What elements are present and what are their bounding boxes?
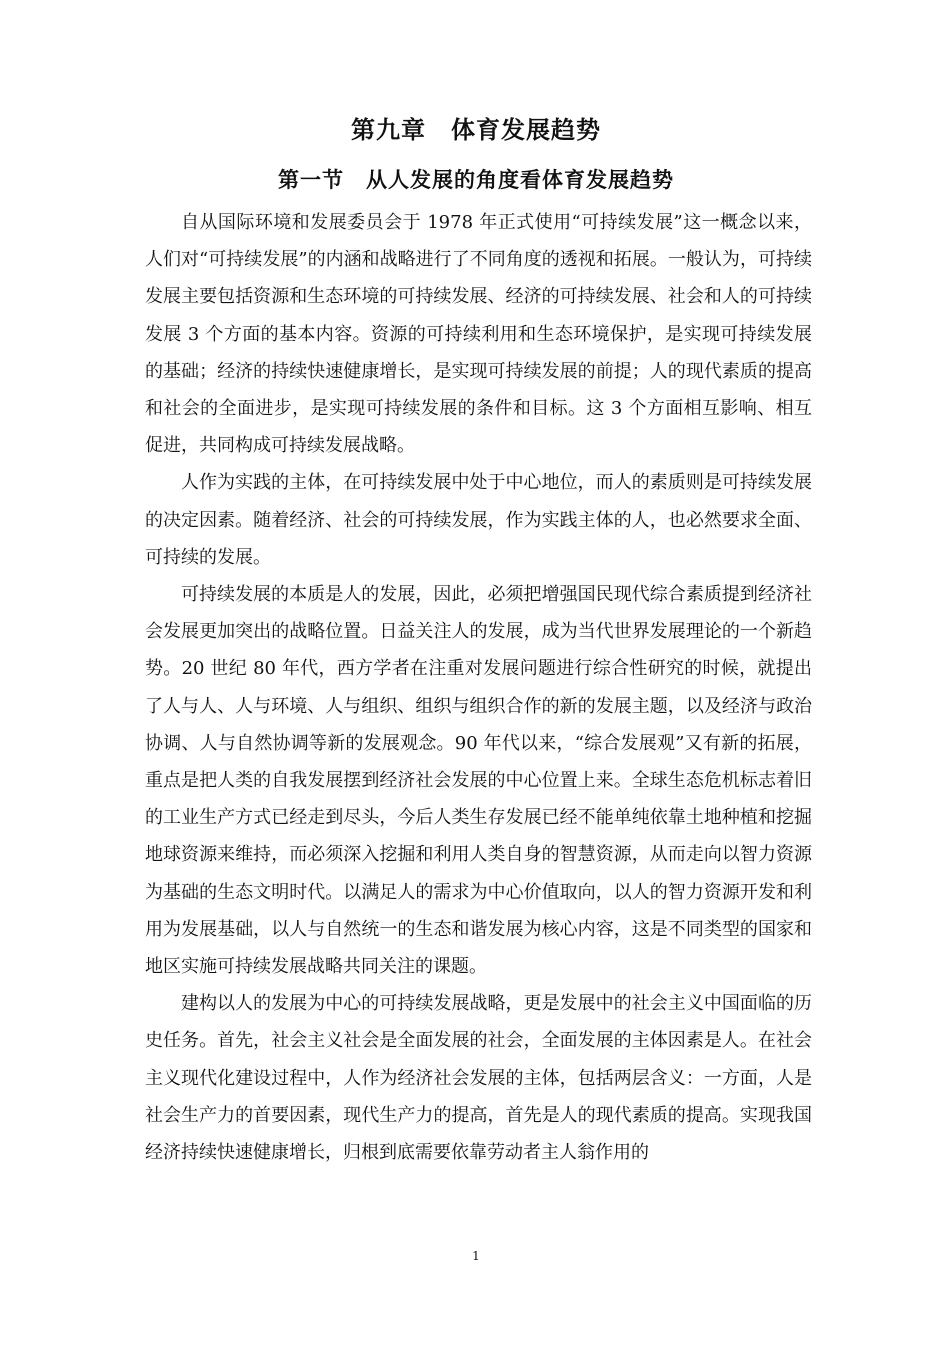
paragraph: 建构以人的发展为中心的可持续发展战略，更是发展中的社会主义中国面临的历史任务。首先，社会主义社会是全面发展的社会，全面发展的主体因素是人。在社会主义现代化建设过程中，人作为经济社会发展的主体，包括两层含义：一方面，人是社会生产力的首要因素，现代生产力的提高，首先是人的现代素质的提高。实现我国经济持续快速健康增长，归根到底需要依靠劳动者主人翁作用的 [145,993,812,1164]
paragraph: 自从国际环境和发展委员会于 1978 年正式使用“可持续发展”这一概念以来，人们对“可持续发展”的内涵和战略进行了不同角度的透视和拓展。一般认为，可持续发展主要包括资源和生态环境的可持续发展、经济的可持续发展、社会和人的可持续发展 3 个方面的基本内容。资源的可持续利用和生态环境保护，是实现可持续发展的基础；经济的持续快速健康增长，是实现可持续发展的前提；人的现代素质的提高和社会的全面进步，是实现可持续发展的条件和目标。这 3 个方面相互影响、相互促进，共同构成可持续发展战略。 [145,212,812,457]
body-text [145,204,812,1171]
section-title: 第一节 从人发展的角度看体育发展趋势 [278,167,674,192]
chapter-title: 第九章 体育发展趋势 [351,115,601,144]
paragraph: 人作为实践的主体，在可持续发展中处于中心地位，而人的素质则是可持续发展的决定因素。随着经济、社会的可持续发展，作为实践主体的人，也必然要求全面、可持续的发展。 [145,472,812,568]
paragraph: 可持续发展的本质是人的发展，因此，必须把增强国民现代综合素质提到经济社会发展更加突出的战略位置。日益关注人的发展，成为当代世界发展理论的一个新趋势。20 世纪 80 年代，西方学者在注重对发展问题进行综合性研究的时候，就提出了人与人、人与环境、人与组织、组织与组织合作的新的发展主题，以及经济与政治协调、人与自然协调等新的发展观念。90 年代以来，“综合发展观”又有新的拓展，重点是把人类的自我发展摆到经济社会发展的中心位置上来。全球生态危机标志着旧的工业生产方式已经走到尽头，今后人类生存发展已经不能单纯依靠土地种植和挖掘地球资源来维持，而必须深入挖掘和利用人类自身的智慧资源，从而走向以智力资源为基础的生态文明时代。以满足人的需求为中心价值取向，以人的智力资源开发和利用为发展基础，以人与自然统一的生态和谐发展为核心内容，这是不同类型的国家和地区实施可持续发展战略共同关注的课题。 [145,584,812,978]
page-number: 1 [472,1249,480,1263]
